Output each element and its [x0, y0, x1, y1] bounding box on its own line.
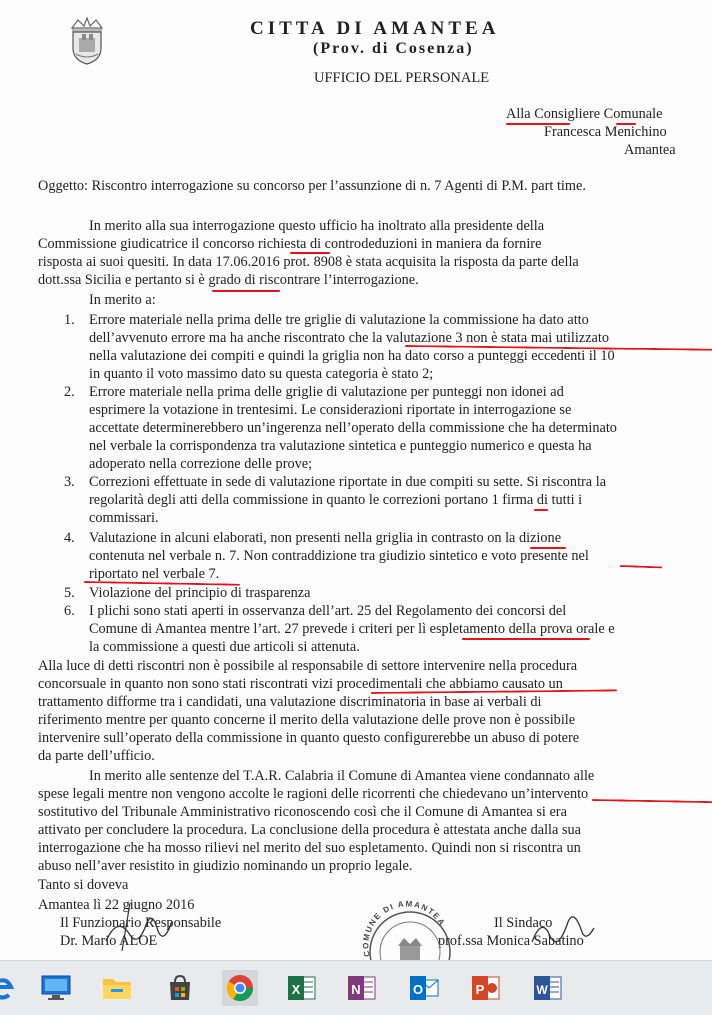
highlight-underline — [506, 123, 570, 125]
highlight-underline — [616, 123, 636, 125]
official-name: Dr. Mario ALOE — [60, 933, 158, 949]
tar-line: interrogazione che ha mosso rilievi nel merito del suo espletamento. Quindi non si riscontra un — [38, 840, 581, 856]
official-stamp — [352, 894, 462, 960]
official-signature — [100, 895, 190, 953]
coat-of-arms-icon — [64, 14, 110, 66]
store-icon[interactable] — [162, 970, 198, 1006]
point-line: commissari. — [89, 510, 159, 526]
conclusion-line: concorsuale in quanto non sono stati riscontrati vizi procedimentali che abbiamo causato un — [38, 676, 563, 692]
subject-line: Oggetto: Riscontro interrogazione su concorso per l’assunzione di n. 7 Agenti di P.M. part time. — [38, 178, 586, 194]
conclusion-line: da parte dell’ufficio. — [38, 748, 155, 764]
onenote-icon[interactable] — [344, 970, 380, 1006]
taskbar — [0, 960, 712, 1015]
point-line: dell’avvenuto errore ma ha anche riscontrato che la valutazione 3 non è stata mai utilizzato — [89, 330, 610, 346]
point-line: Comune di Amantea mentre l’art. 27 prevede i criteri per lì espletamento della prova orale e — [89, 621, 615, 637]
tar-line: spese legali mentre non vengono accolte le ragioni delle ricorrenti che chiedevano un’intervento — [38, 786, 589, 802]
point-number: 4. — [64, 530, 75, 546]
point-line: Valutazione in alcuni elaborati, non presenti nella griglia in contrasto on la dizione — [89, 530, 562, 546]
highlight-underline — [592, 799, 712, 803]
recipient-line-3: Amantea — [624, 142, 676, 158]
point-line: Violazione del principio di trasparenza — [89, 585, 311, 601]
point-line: esprimere la votazione in trentesimi. Le considerazioni riportate in interrogazione se — [89, 402, 572, 418]
conclusion-line: riferimento mentre per quanto concerne il merito della valutazione delle prove non è possibile — [38, 712, 576, 728]
highlight-underline — [212, 290, 280, 292]
point-line: regolarità degli atti della commissione in quanto le correzioni portano 1 firma di tutti i — [89, 492, 583, 508]
tar-line: In merito alle sentenze del T.A.R. Calabria il Comune di Amantea viene condannato alle — [89, 768, 595, 784]
intro-line: In merito alla sua interrogazione questo ufficio ha inoltrato alla presidente della — [89, 218, 545, 234]
point-line: adoperato nella correzione delle prove; — [89, 456, 313, 472]
official-title: Il Funzionario Responsabile — [60, 915, 222, 931]
point-line: la commissione a questi due articoli si attenuta. — [89, 639, 360, 655]
tar-line: abuso nell’aver resistito in giudizio nominando un proprio legale. — [38, 858, 413, 874]
point-line: nel verbale la corrispondenza tra valutazione sintetica e punteggio numerico e questa ha — [89, 438, 592, 454]
point-number: 5. — [64, 585, 75, 601]
point-line: accettate determinerebbero un’ingerenza nell’operato della commissione che ha determinato — [89, 420, 617, 436]
highlight-underline — [620, 565, 662, 568]
tar-line: attivato per concludere la procedura. La conclusione della procedura è attestata anche dalla sua — [38, 822, 582, 838]
intro-line: Commissione giudicatrice il concorso richiesta di controdeduzioni in maniera da fornire — [38, 236, 542, 252]
stamp-text: COMUNE DI AMANTEA — [361, 899, 448, 958]
point-line: Errore materiale nella prima delle tre griglie di valutazione la commissione ha dato atto — [89, 312, 589, 328]
conclusion-line: trattamento difforme tra i candidati, una valutazione discriminatoria in base ai verbali di — [38, 694, 542, 710]
office-name: UFFICIO DEL PERSONALE — [314, 70, 490, 86]
highlight-underline — [534, 509, 548, 511]
highlight-underline — [530, 547, 566, 549]
point-line: nella valutazione dei compiti e quindi la griglia non ha dato corso a punteggi eccedenti il 10 — [89, 348, 615, 364]
word-label: W — [536, 983, 548, 997]
closing-line: Tanto si doveva — [38, 877, 129, 893]
mayor-name: prof.ssa Monica Sabatino — [438, 933, 584, 949]
intro-line: dott.ssa Sicilia e pertanto si è grado di riscontrare l’interrogazione. — [38, 272, 419, 288]
excel-icon[interactable] — [284, 970, 320, 1006]
outlook-label: O — [412, 982, 424, 997]
outlook-icon[interactable] — [406, 970, 442, 1006]
point-number: 3. — [64, 474, 75, 490]
file-explorer-icon[interactable] — [99, 970, 135, 1006]
recipient-line-1: Alla Consigliere Comunale — [506, 106, 663, 122]
remote-desktop-icon[interactable] — [38, 970, 74, 1006]
onenote-label: N — [351, 982, 361, 997]
highlight-underline — [462, 638, 590, 640]
excel-label: X — [291, 982, 301, 997]
powerpoint-icon[interactable] — [468, 970, 504, 1006]
powerpoint-label: P — [475, 982, 485, 997]
point-line: Correzioni effettuate in sede di valutazione riportate in due compiti su sette. Si riscontra la — [89, 474, 607, 490]
intro-line: In merito a: — [89, 292, 156, 308]
point-line: Errore materiale nella prima delle griglie di valutazione per punteggi non idonei ad — [89, 384, 564, 400]
point-line: in quanto il voto massimo dato su questa categoria è stato 2; — [89, 366, 434, 382]
tar-line: sostitutivo del Tribunale Amministrativo riconoscendo così che il Comune di Amantea si era — [38, 804, 567, 820]
point-number: 2. — [64, 384, 75, 400]
mayor-signature — [528, 898, 598, 954]
point-number: 1. — [64, 312, 75, 328]
closing-date: Amantea lì 22 giugno 2016 — [38, 897, 195, 913]
province-subtitle: (Prov. di Cosenza) — [313, 40, 474, 57]
point-line: I plichi sono stati aperti in osservanza dell’art. 25 del Regolamento dei concorsi del — [89, 603, 567, 619]
mayor-title: Il Sindaco — [494, 915, 553, 931]
chrome-icon[interactable] — [222, 970, 258, 1006]
edge-icon[interactable] — [0, 970, 20, 1006]
recipient-line-2: Francesca Menichino — [544, 124, 667, 140]
word-icon[interactable] — [530, 970, 566, 1006]
conclusion-line: intervenire sull’operato della commissione in quanto questo configurerebbe un abuso di potere — [38, 730, 580, 746]
point-number: 6. — [64, 603, 75, 619]
conclusion-line: Alla luce di detti riscontri non è possibile al responsabile di settore intervenire nella procedura — [38, 658, 578, 674]
city-title: CITTA DI AMANTEA — [250, 18, 500, 39]
point-line: riportato nel verbale 7. — [89, 566, 220, 582]
highlight-underline — [290, 252, 330, 254]
intro-line: risposta ai suoi quesiti. In data 17.06.2016 prot. 8908 è stata acquisita la risposta da parte della — [38, 254, 579, 270]
point-line: contenuta nel verbale n. 7. Non contraddizione tra giudizio sintetico e voto presente nel — [89, 548, 589, 564]
